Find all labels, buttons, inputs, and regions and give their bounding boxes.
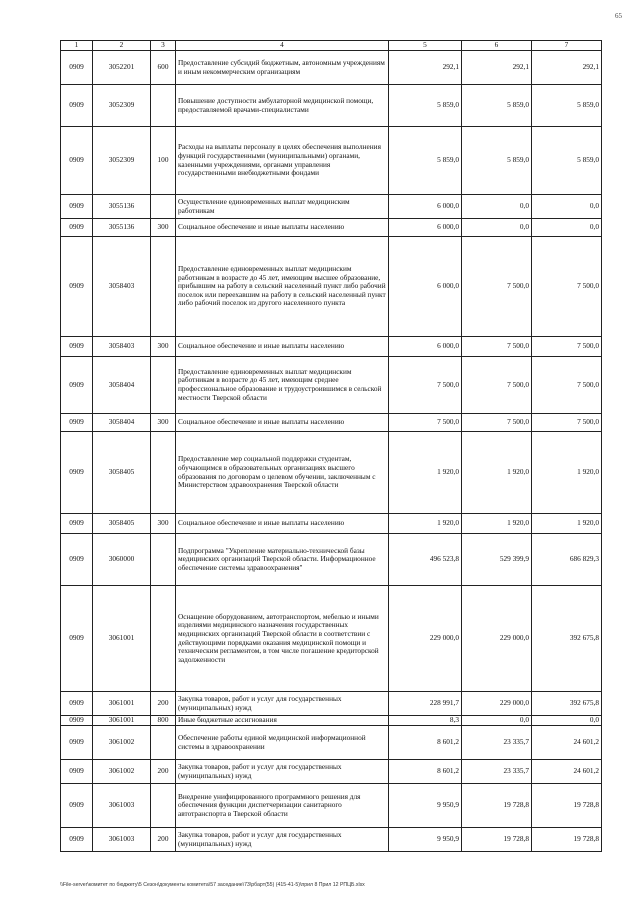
row-amount-year1: 6 000,0 [389,219,462,237]
column-header: 5 [389,41,462,51]
table-row [61,237,602,337]
row-description: Закупка товаров, работ и услуг для государственных (муниципальных) нужд [176,692,389,716]
row-amount-year2: 7 500,0 [462,414,532,432]
row-description: Обеспечение работы единой медицинской информационной системы в здравоохранении [176,726,389,760]
column-header: 2 [93,41,151,51]
row-expense-type [151,784,176,828]
row-amount-year3: 1 920,0 [532,432,602,514]
row-description: Подпрограмма "Укрепление материально-технической базы медицинских организаций Тверской области. Информационное обеспечение системы здравоохранения" [176,534,389,586]
row-amount-year1: 496 523,8 [389,534,462,586]
row-expense-type [151,357,176,414]
row-target-code: 3058403 [93,237,151,337]
row-expense-type [151,726,176,760]
row-section-code: 0909 [61,357,93,414]
row-amount-year2: 1 920,0 [462,514,532,534]
table-row [61,828,602,852]
table-row [61,784,602,828]
row-description: Предоставление мер социальной поддержки студентам, обучающимся в образовательных организациях высшего образования по договорам о целевом обучении, заключенным с Министерством здравоохранения Тверской области [176,432,389,514]
table-row [61,219,602,237]
row-section-code: 0909 [61,337,93,357]
row-amount-year3: 0,0 [532,219,602,237]
row-target-code: 3061002 [93,760,151,784]
row-section-code: 0909 [61,85,93,127]
row-section-code: 0909 [61,514,93,534]
row-amount-year1: 1 920,0 [389,514,462,534]
row-target-code: 3061001 [93,692,151,716]
table-row [61,337,602,357]
budget-table [60,40,602,852]
row-description: Социальное обеспечение и иные выплаты населению [176,219,389,237]
table-row [61,195,602,219]
table-row [61,692,602,716]
row-amount-year2: 292,1 [462,51,532,85]
table-row [61,357,602,414]
row-amount-year1: 228 991,7 [389,692,462,716]
row-amount-year3: 19 728,8 [532,828,602,852]
row-description: Оснащение оборудованием, автотранспортом, мебелью и иными изделиями медицинского назначения государственных медицинских организаций Тверской области в соответствии с действующими порядками оказания медицинской помощи и техническим регламентом, в том числе погашение кредиторской задолженности [176,586,389,692]
table-row [61,514,602,534]
table-row [61,726,602,760]
row-expense-type [151,195,176,219]
row-target-code: 3061003 [93,784,151,828]
row-section-code: 0909 [61,127,93,195]
row-amount-year3: 5 859,0 [532,85,602,127]
row-amount-year1: 8,3 [389,716,462,726]
row-expense-type: 300 [151,414,176,432]
row-amount-year1: 229 000,0 [389,586,462,692]
row-section-code: 0909 [61,692,93,716]
row-section-code: 0909 [61,586,93,692]
file-path-footer: \\File-server\комитет по бюджету\5 Сезон\документы комитета\57 заседание\73\рбарт(55) (415-41-5)\прил 8 Прил 12 РПЦБ.xlsx [60,882,365,888]
row-amount-year2: 5 859,0 [462,85,532,127]
row-target-code: 3061003 [93,828,151,852]
row-amount-year2: 229 000,0 [462,692,532,716]
row-amount-year3: 7 500,0 [532,237,602,337]
header-row [61,41,602,51]
row-section-code: 0909 [61,414,93,432]
row-amount-year2: 229 000,0 [462,586,532,692]
row-expense-type: 300 [151,219,176,237]
row-expense-type: 100 [151,127,176,195]
row-expense-type: 200 [151,760,176,784]
row-amount-year1: 5 859,0 [389,85,462,127]
table-row [61,414,602,432]
row-expense-type [151,85,176,127]
page-number: 65 [615,12,622,20]
row-amount-year1: 9 950,9 [389,784,462,828]
row-target-code: 3060000 [93,534,151,586]
row-section-code: 0909 [61,716,93,726]
row-expense-type [151,237,176,337]
row-target-code: 3061001 [93,716,151,726]
row-target-code: 3058405 [93,432,151,514]
row-section-code: 0909 [61,219,93,237]
column-header: 7 [532,41,602,51]
row-amount-year3: 5 859,0 [532,127,602,195]
column-header: 4 [176,41,389,51]
row-description: Предоставление единовременных выплат медицинским работникам в возрасте до 45 лет, имеющим среднее профессиональное образование и трудоустроившимся в сельской местности Тверской области [176,357,389,414]
row-description: Расходы на выплаты персоналу в целях обеспечения выполнения функций государственными (муниципальными) органами, казенными учреждениями, органами управления государственными внебюджетными фондами [176,127,389,195]
row-expense-type: 800 [151,716,176,726]
row-expense-type [151,586,176,692]
row-amount-year3: 19 728,8 [532,784,602,828]
row-amount-year2: 0,0 [462,716,532,726]
table-row [61,85,602,127]
row-expense-type: 300 [151,337,176,357]
row-description: Предоставление единовременных выплат медицинским работникам в возрасте до 45 лет, имеющим высшее образование, прибывшим на работу в сельский населенный пункт либо рабочий поселок или переехавшим на работу в сельский населенный пункт либо рабочий поселок из другого населенного пункта [176,237,389,337]
row-target-code: 3055136 [93,219,151,237]
row-amount-year2: 19 728,8 [462,828,532,852]
row-amount-year2: 7 500,0 [462,357,532,414]
row-amount-year2: 1 920,0 [462,432,532,514]
table-row [61,127,602,195]
row-target-code: 3052309 [93,127,151,195]
row-expense-type [151,534,176,586]
row-amount-year3: 24 601,2 [532,760,602,784]
row-section-code: 0909 [61,828,93,852]
row-description: Внедрение унифицированного программного решения для обеспечения функции диспетчеризации санитарного автотранспорта в Тверской области [176,784,389,828]
row-amount-year2: 0,0 [462,219,532,237]
row-description: Социальное обеспечение и иные выплаты населению [176,337,389,357]
row-amount-year2: 0,0 [462,195,532,219]
row-description: Осуществление единовременных выплат медицинским работникам [176,195,389,219]
row-amount-year2: 7 500,0 [462,337,532,357]
row-amount-year1: 292,1 [389,51,462,85]
row-amount-year3: 7 500,0 [532,414,602,432]
table-row [61,586,602,692]
row-amount-year3: 392 675,8 [532,692,602,716]
table-row [61,760,602,784]
row-expense-type [151,432,176,514]
column-header: 6 [462,41,532,51]
row-target-code: 3058404 [93,357,151,414]
row-amount-year1: 1 920,0 [389,432,462,514]
row-section-code: 0909 [61,534,93,586]
row-target-code: 3061001 [93,586,151,692]
row-description: Иные бюджетные ассигнования [176,716,389,726]
row-section-code: 0909 [61,51,93,85]
row-amount-year3: 392 675,8 [532,586,602,692]
row-description: Закупка товаров, работ и услуг для государственных (муниципальных) нужд [176,828,389,852]
row-amount-year1: 8 601,2 [389,760,462,784]
row-section-code: 0909 [61,237,93,337]
row-expense-type: 600 [151,51,176,85]
row-description: Предоставление субсидий бюджетным, автономным учреждениям и иным некоммерческим организациям [176,51,389,85]
row-amount-year1: 6 000,0 [389,337,462,357]
row-target-code: 3058403 [93,337,151,357]
row-target-code: 3058404 [93,414,151,432]
row-amount-year3: 7 500,0 [532,357,602,414]
row-target-code: 3061002 [93,726,151,760]
row-amount-year2: 7 500,0 [462,237,532,337]
row-amount-year1: 6 000,0 [389,237,462,337]
row-section-code: 0909 [61,432,93,514]
row-description: Повышение доступности амбулаторной медицинской помощи, предоставляемой врачами-специалистами [176,85,389,127]
row-target-code: 3058405 [93,514,151,534]
table-row [61,51,602,85]
row-amount-year1: 9 950,9 [389,828,462,852]
row-amount-year3: 24 601,2 [532,726,602,760]
column-header: 1 [61,41,93,51]
row-section-code: 0909 [61,195,93,219]
row-amount-year1: 5 859,0 [389,127,462,195]
row-amount-year3: 686 829,3 [532,534,602,586]
row-amount-year1: 6 000,0 [389,195,462,219]
row-target-code: 3055136 [93,195,151,219]
row-section-code: 0909 [61,726,93,760]
row-amount-year3: 0,0 [532,716,602,726]
row-amount-year2: 23 335,7 [462,726,532,760]
row-description: Социальное обеспечение и иные выплаты населению [176,514,389,534]
row-description: Социальное обеспечение и иные выплаты населению [176,414,389,432]
row-section-code: 0909 [61,784,93,828]
row-target-code: 3052309 [93,85,151,127]
column-header: 3 [151,41,176,51]
table-row [61,534,602,586]
table-row [61,716,602,726]
row-amount-year3: 292,1 [532,51,602,85]
row-expense-type: 200 [151,828,176,852]
row-amount-year1: 7 500,0 [389,414,462,432]
row-section-code: 0909 [61,760,93,784]
row-expense-type: 200 [151,692,176,716]
row-amount-year1: 8 601,2 [389,726,462,760]
row-amount-year1: 7 500,0 [389,357,462,414]
row-amount-year2: 19 728,8 [462,784,532,828]
row-amount-year2: 5 859,0 [462,127,532,195]
row-amount-year3: 0,0 [532,195,602,219]
row-expense-type: 300 [151,514,176,534]
row-amount-year2: 23 335,7 [462,760,532,784]
row-description: Закупка товаров, работ и услуг для государственных (муниципальных) нужд [176,760,389,784]
row-amount-year3: 7 500,0 [532,337,602,357]
row-amount-year2: 529 399,9 [462,534,532,586]
row-target-code: 3052201 [93,51,151,85]
row-amount-year3: 1 920,0 [532,514,602,534]
table-row [61,432,602,514]
